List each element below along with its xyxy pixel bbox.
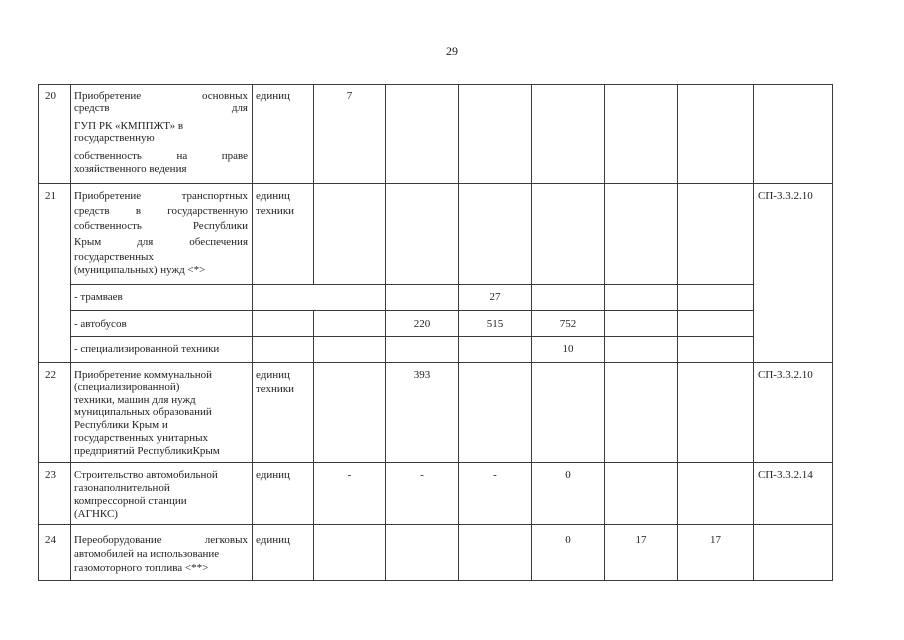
column-divider: [70, 84, 71, 581]
row-name-line: муниципальных образований: [74, 406, 212, 418]
row-name-word: транспортных: [181, 190, 248, 202]
row-name-line: Приобретение транспортных: [74, 190, 248, 202]
column-divider: [753, 84, 754, 581]
value-cell: 7: [346, 90, 353, 102]
column-divider: [531, 84, 532, 581]
row-name-line: Приобретение коммунальной: [74, 369, 213, 381]
row-name-line: хозяйственного ведения: [74, 163, 187, 175]
row-name-line: техники, машин для нужд: [74, 394, 196, 406]
value-cell: 220: [413, 318, 431, 330]
row-number: 22: [45, 369, 56, 381]
row-name-word: праве: [221, 150, 248, 162]
row-name-line: государственных: [74, 251, 154, 263]
table-border-bottom: [38, 580, 833, 581]
row-name-word: на: [176, 150, 188, 162]
subrow-divider: [70, 284, 753, 285]
row-name-line: государственных унитарных: [74, 432, 209, 444]
row-name-line: собственность Республики: [74, 220, 248, 232]
row-number: 23: [45, 469, 56, 481]
row-unit: единиц: [256, 90, 290, 102]
subrow-name: - специализированной техники: [74, 343, 220, 355]
column-divider: [385, 84, 386, 581]
column-divider: [313, 310, 314, 581]
value-cell: 10: [562, 343, 574, 355]
row-unit: единиц: [256, 369, 290, 381]
row-name-line: ГУП РК «КМППЖТ» в: [74, 120, 184, 132]
row-unit: техники: [256, 205, 295, 217]
row-name-word: обеспечения: [189, 236, 248, 248]
value-cell: -: [493, 469, 497, 481]
row-name-line: средств для: [74, 102, 248, 114]
subrow-name: - трамваев: [74, 291, 123, 303]
value-cell: 393: [413, 369, 431, 381]
row-name-line: (специализированной): [74, 381, 180, 393]
subrow-divider: [70, 336, 753, 337]
row-name-line: автомобилей на использование: [74, 548, 220, 560]
row-number: 20: [45, 90, 56, 102]
column-divider: [677, 84, 678, 581]
value-cell: -: [420, 469, 424, 481]
value-cell: -: [347, 469, 352, 481]
value-cell: 0: [565, 534, 571, 546]
column-divider: [313, 84, 314, 284]
row-code: СП-3.3.2.14: [758, 469, 813, 481]
table-border-left: [38, 84, 39, 581]
value-cell: 0: [565, 469, 571, 481]
value-cell: 515: [486, 318, 504, 330]
row-unit: единиц: [256, 190, 290, 202]
row-name-line: (муниципальных) нужд <*>: [74, 264, 206, 276]
row-name-line: Республики Крым и: [74, 419, 168, 431]
table-border-right: [832, 84, 833, 581]
row-unit: техники: [256, 383, 295, 395]
value-cell: 17: [710, 534, 721, 546]
row-code: СП-3.3.2.10: [758, 190, 813, 202]
row-code: СП-3.3.2.10: [758, 369, 813, 381]
row-divider: [38, 362, 833, 363]
row-name-line: Строительство автомобильной: [74, 469, 218, 481]
row-name-line: Приобретение основных: [74, 90, 248, 102]
row-name-word: легковых: [204, 534, 248, 546]
row-name-line: государственную: [74, 132, 155, 144]
column-divider: [458, 84, 459, 581]
row-name-word: Республики: [192, 220, 248, 232]
column-divider: [252, 84, 253, 581]
row-unit: единиц: [256, 469, 290, 481]
subrow-name: - автобусов: [74, 318, 127, 330]
row-name-word: для: [231, 102, 248, 114]
value-cell: 17: [635, 534, 647, 546]
row-name-line: предприятий РеспубликиКрым: [74, 445, 220, 457]
row-name-line: Крым для обеспечения: [74, 236, 248, 248]
value-cell: 752: [559, 318, 577, 330]
row-name-line: средств в государственную: [74, 205, 248, 217]
row-name-line: Переоборудование легковых: [74, 534, 248, 546]
row-name-word: государственную: [167, 205, 248, 217]
row-divider: [38, 524, 833, 525]
row-name-line: компрессорной станции: [74, 495, 187, 507]
row-name-word: в: [135, 205, 142, 217]
row-number: 21: [45, 190, 56, 202]
row-divider: [38, 462, 833, 463]
column-divider: [604, 84, 605, 581]
row-divider: [38, 183, 833, 184]
row-name-word: для: [137, 236, 154, 248]
row-unit: единиц: [256, 534, 290, 546]
page-number: 29: [446, 44, 458, 58]
subrow-divider: [70, 310, 753, 311]
value-cell: 27: [489, 291, 501, 303]
row-name-line: газонаполнительной: [74, 482, 170, 494]
row-name-line: газомоторного топлива <**>: [74, 562, 209, 574]
row-number: 24: [45, 534, 56, 546]
row-name-word: основных: [201, 90, 248, 102]
row-name-line: (АГНКС): [74, 508, 118, 520]
row-name-line: собственность на праве: [74, 150, 248, 162]
table-border-top: [38, 84, 833, 85]
